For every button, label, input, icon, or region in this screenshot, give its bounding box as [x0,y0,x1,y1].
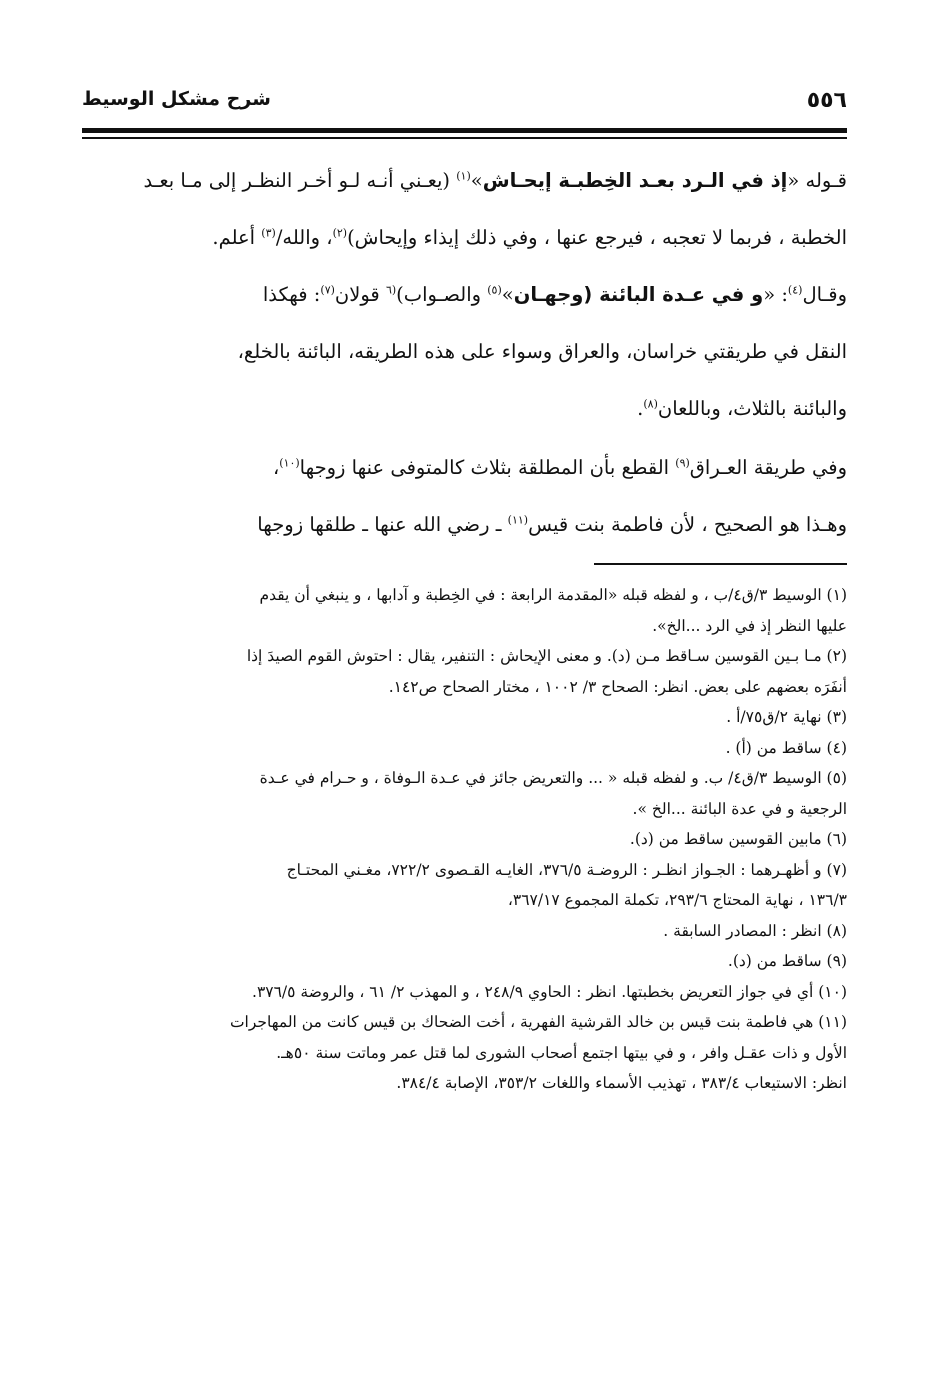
footnote-line: (٢) مـا بـين القوسين سـاقط مـن (د). و معنى الإيحاش : التنفير، يقال : احتوش القوم الصيدَ إذا [246,647,847,665]
main-line-7 [88,496,847,553]
footnote-line: (٦) مابين القوسين ساقط من (د). [629,830,847,848]
footnote-line: (٩) ساقط من (د). [727,952,847,970]
text-run: أعلم. [212,226,262,249]
footnote-7 [82,855,847,916]
footnote-6 [82,824,847,855]
text-run: : فهكذا [262,283,321,306]
text-run: النقل في طريقتي خراسان، والعراق وسواء على هذه الطريقه، البائنة بالخلع، [237,340,847,363]
text-run: » [470,169,483,192]
footnote-line: (٧) و أظهـرهما : الجـواز انظـر : الروضـة ٣٧٦/٥، الغايـه القـصوى ٧٢٢/٢، مغـني المحتـاج [286,860,847,879]
footnotes [82,580,847,1099]
footnote-line: (٣) نهاية ٢/ق٧٥/أ . [726,708,847,726]
footnote-9 [82,946,847,977]
footnote-separator [594,563,847,565]
footnote-ref: (٨) [643,397,658,411]
footnote-ref: (١) [456,169,471,183]
footnote-ref: (٦ [385,283,397,297]
page-header [82,88,847,124]
text-run: والصـواب) [396,283,488,306]
footnote-10 [82,977,847,1008]
text-run: القطع بأن المطلقة بثلاث كالمتوفى عنها زوجها [299,456,676,479]
running-title: شرح مشكل الوسيط [82,88,271,110]
main-text [88,152,847,553]
footnote-line: (١) الوسيط ٣/ق٤/ب ، و لفظه قبله «المقدمة الرابعة : في الخِطبة و آدابها ، و ينبغي أن يقدم [259,586,847,604]
main-line-5 [88,380,847,437]
text-run: والبائنة بالثلاث، وباللعان [657,397,847,420]
footnote-ref: (٥) [487,283,502,297]
footnote-line: (١٠) أي في جواز التعريض بخطبتها. انظر : الحاوي ٢٤٨/٩ ، و المهذب ٢/ ٦١ ، والروضة ٣٧٦/٥. [252,982,847,1001]
footnote-ref: (٧) [320,283,335,297]
text-run: وقـال [802,283,847,306]
text-run: الخطبة ، فربما لا تعجبه ، فيرجع عنها ، وفي ذلك إيذاء وإيحاش) [347,226,847,249]
footnote-line: الأول و ذات عقـل وافر ، و في بيتها اجتمع أصحاب الشورى لما قتل عمر وماتت سنة ٥٠هـ. [276,1043,847,1062]
footnote-ref: (٩) [675,456,690,470]
footnote-line: انظر: الاستيعاب ٣٨٣/٤ ، تهذيب الأسماء واللغات ٣٥٣/٢، الإصابة ٣٨٤/٤. [396,1074,847,1092]
footnote-line: (١١) هي فاطمة بنت قيس بن خالد القرشية الفهرية ، أخت الضحاك بن قيس كانت من المهاجرات [229,1013,847,1031]
text-run: قـوله « [787,169,847,192]
main-line-4 [88,323,847,380]
footnote-8 [82,916,847,947]
footnote-line: ١٣٦/٣ ، نهاية المحتاج ٢٩٣/٦، تكملة المجموع ٣٦٧/١٧، [507,891,847,909]
quoted-phrase: و في عـدة البائنة (وجهـان [513,283,764,306]
text-run: ، والله/ [275,226,333,249]
footnote-ref: (٢) [332,226,348,240]
text-run: وهـذا هو الصحيح ، لأن فاطمة بنت قيس [528,513,847,536]
text-run: . [637,397,644,420]
main-line-3 [88,266,847,323]
footnote-11 [82,1007,847,1099]
main-line-2 [88,209,847,266]
footnote-2 [82,641,847,702]
text-run: (يعـني أنـه لـو أخـر النظـر إلى مـا بعـد [143,169,457,192]
footnote-ref: (٣) [261,226,276,240]
text-run: » [501,283,514,306]
main-line-1 [88,152,847,209]
footnote-line: (٤) ساقط من (أ) . [725,738,847,757]
text-run: ـ رضي الله عنها ـ طلقها زوجها [257,513,508,536]
footnote-line: عليها النظر إذ في الرد ...الخ». [652,616,847,635]
footnote-4 [82,733,847,764]
header-rule-thin [82,137,847,139]
text-run: ، [272,456,280,479]
footnote-ref: (١١) [507,513,529,527]
page-number: ٥٥٦ [806,88,847,113]
footnote-5 [82,763,847,824]
footnote-line: الرجعية و في عدة البائنة ...الخ ». [632,799,847,818]
footnote-line: (٨) انظر : المصادر السابقة . [663,921,847,940]
text-run: قولان [334,283,386,306]
footnote-line: (٥) الوسيط ٣/ق٤/ ب. و لفظه قبله « ... والتعريض جائز في عـدة الـوفاة ، و حـرام في عـدة [259,769,847,787]
footnote-ref: (١٠) [279,456,300,470]
footnote-3 [82,702,847,733]
header-rule-thick [82,128,847,133]
main-line-6 [88,439,847,496]
text-run: : « [763,283,788,306]
quoted-phrase: إذ في الـرد بعـد الخِطبـة إيحـاش [482,169,788,192]
footnote-line: أنفَرَه بعضهم على بعض. انظر: الصحاح ٣/ ١٠٠٢ ، مختار الصحاح ص١٤٢. [388,677,847,696]
footnote-1 [82,580,847,641]
footnote-ref: (٤) [787,283,803,297]
text-run: وفي طريقة العـراق [689,456,847,479]
